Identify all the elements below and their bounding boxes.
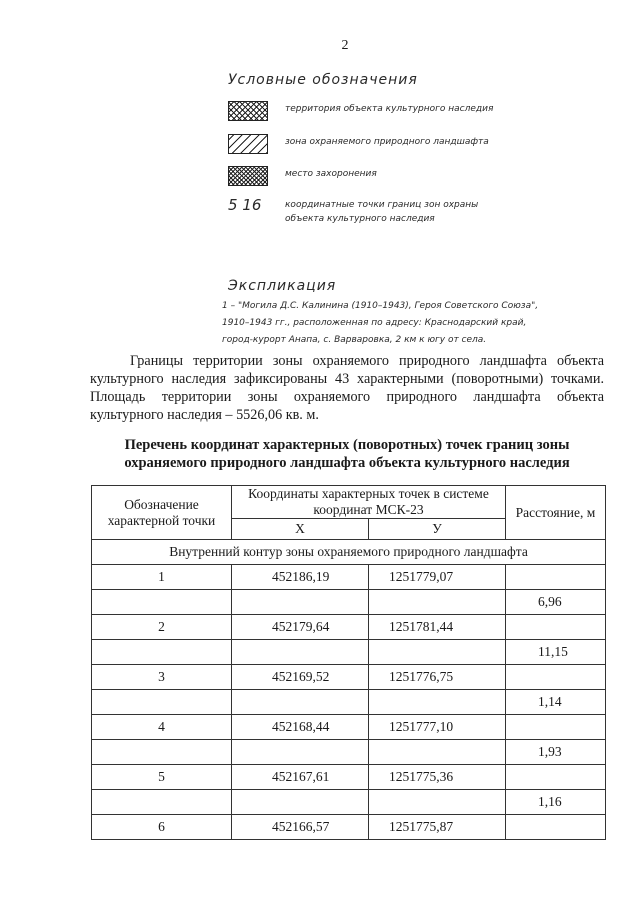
cell-distance: 1,93 bbox=[506, 740, 606, 765]
header-coords: Координаты характерных точек в системе координат МСК-23 bbox=[232, 486, 506, 519]
cell-point: 6 bbox=[92, 815, 232, 840]
cell-point bbox=[92, 740, 232, 765]
coordinates-table bbox=[91, 485, 606, 840]
header-y: У bbox=[369, 519, 506, 540]
legend-item-label: зона охраняемого природного ландшафта bbox=[285, 137, 489, 147]
cell-x bbox=[232, 690, 369, 715]
table-row bbox=[92, 640, 606, 665]
table-row bbox=[92, 590, 606, 615]
table-title-line2: охраняемого природного ландшафта объекта культурного наследия bbox=[124, 455, 570, 471]
explication-line: 1910–1943 гг., расположенная по адресу: Краснодарский край, bbox=[222, 318, 527, 328]
cell-x bbox=[232, 740, 369, 765]
cell-distance bbox=[506, 815, 606, 840]
legend-item-label bbox=[285, 198, 478, 226]
header-point: Обозначение характерной точки bbox=[92, 486, 232, 540]
table-row bbox=[92, 790, 606, 815]
table-row bbox=[92, 715, 606, 740]
cell-distance bbox=[506, 665, 606, 690]
table-row bbox=[92, 615, 606, 640]
table-title bbox=[90, 436, 604, 472]
cell-point: 3 bbox=[92, 665, 232, 690]
cell-y bbox=[369, 690, 506, 715]
crosshatch-swatch-icon bbox=[228, 101, 268, 121]
cell-x: 452169,52 bbox=[232, 665, 369, 690]
cell-x: 452166,57 bbox=[232, 815, 369, 840]
cell-y: 1251776,75 bbox=[369, 665, 506, 690]
section-label: Внутренний контур зоны охраняемого природного ландшафта bbox=[92, 540, 606, 565]
dense-crosshatch-swatch-icon bbox=[228, 166, 268, 186]
legend-item-label: территория объекта культурного наследия bbox=[285, 104, 494, 114]
cell-y: 1251777,10 bbox=[369, 715, 506, 740]
cell-y bbox=[369, 790, 506, 815]
table-row bbox=[92, 665, 606, 690]
cell-x: 452167,61 bbox=[232, 765, 369, 790]
cell-y: 1251779,07 bbox=[369, 565, 506, 590]
explication-title: Экспликация bbox=[228, 278, 337, 294]
cell-y bbox=[369, 740, 506, 765]
cell-x bbox=[232, 590, 369, 615]
diagonal-hatch-swatch-icon bbox=[228, 134, 268, 154]
cell-distance bbox=[506, 565, 606, 590]
cell-point: 1 bbox=[92, 565, 232, 590]
cell-distance: 6,96 bbox=[506, 590, 606, 615]
body-paragraph: Границы территории зоны охраняемого природного ландшафта объекта культурного наследия зафиксированы 43 характерными (поворотными) точками. Площадь территории зоны охраняемого природного ландшафта объекта культурного наследия – 5526,06 кв. м. bbox=[90, 353, 604, 423]
cell-point bbox=[92, 590, 232, 615]
cell-x bbox=[232, 640, 369, 665]
cell-distance bbox=[506, 715, 606, 740]
table-row bbox=[92, 565, 606, 590]
cell-y: 1251775,87 bbox=[369, 815, 506, 840]
header-x: Х bbox=[232, 519, 369, 540]
cell-y: 1251775,36 bbox=[369, 765, 506, 790]
cell-x: 452179,64 bbox=[232, 615, 369, 640]
cell-x: 452168,44 bbox=[232, 715, 369, 740]
cell-distance bbox=[506, 765, 606, 790]
cell-distance: 11,15 bbox=[506, 640, 606, 665]
page-number: 2 bbox=[341, 38, 349, 53]
table-row bbox=[92, 815, 606, 840]
cell-y: 1251781,44 bbox=[369, 615, 506, 640]
cell-point bbox=[92, 790, 232, 815]
legend-item-label-line2: объекта культурного наследия bbox=[285, 214, 435, 224]
legend-title: Условные обозначения bbox=[228, 72, 418, 88]
point-marker-symbol: 5 16 bbox=[228, 196, 262, 214]
table-row bbox=[92, 765, 606, 790]
cell-point bbox=[92, 690, 232, 715]
cell-point: 5 bbox=[92, 765, 232, 790]
table-title-line1: Перечень координат характерных (поворотных) точек границ зоны bbox=[124, 437, 570, 453]
explication-line: 1 – "Могила Д.С. Калинина (1910–1943), Героя Советского Союза", bbox=[222, 301, 539, 311]
legend-item-label: место захоронения bbox=[285, 169, 377, 179]
cell-point: 2 bbox=[92, 615, 232, 640]
table-row bbox=[92, 690, 606, 715]
cell-y bbox=[369, 640, 506, 665]
cell-x bbox=[232, 790, 369, 815]
legend-item-label-line1: координатные точки границ зон охраны bbox=[285, 200, 479, 210]
explication-line: город-курорт Анапа, с. Варваровка, 2 км к югу от села. bbox=[222, 335, 487, 345]
header-distance: Расстояние, м bbox=[506, 486, 606, 540]
table-header-row bbox=[92, 486, 606, 519]
cell-y bbox=[369, 590, 506, 615]
cell-x: 452186,19 bbox=[232, 565, 369, 590]
table-section-row bbox=[92, 540, 606, 565]
table-row bbox=[92, 740, 606, 765]
cell-distance: 1,14 bbox=[506, 690, 606, 715]
cell-point: 4 bbox=[92, 715, 232, 740]
cell-point bbox=[92, 640, 232, 665]
cell-distance bbox=[506, 615, 606, 640]
cell-distance: 1,16 bbox=[506, 790, 606, 815]
